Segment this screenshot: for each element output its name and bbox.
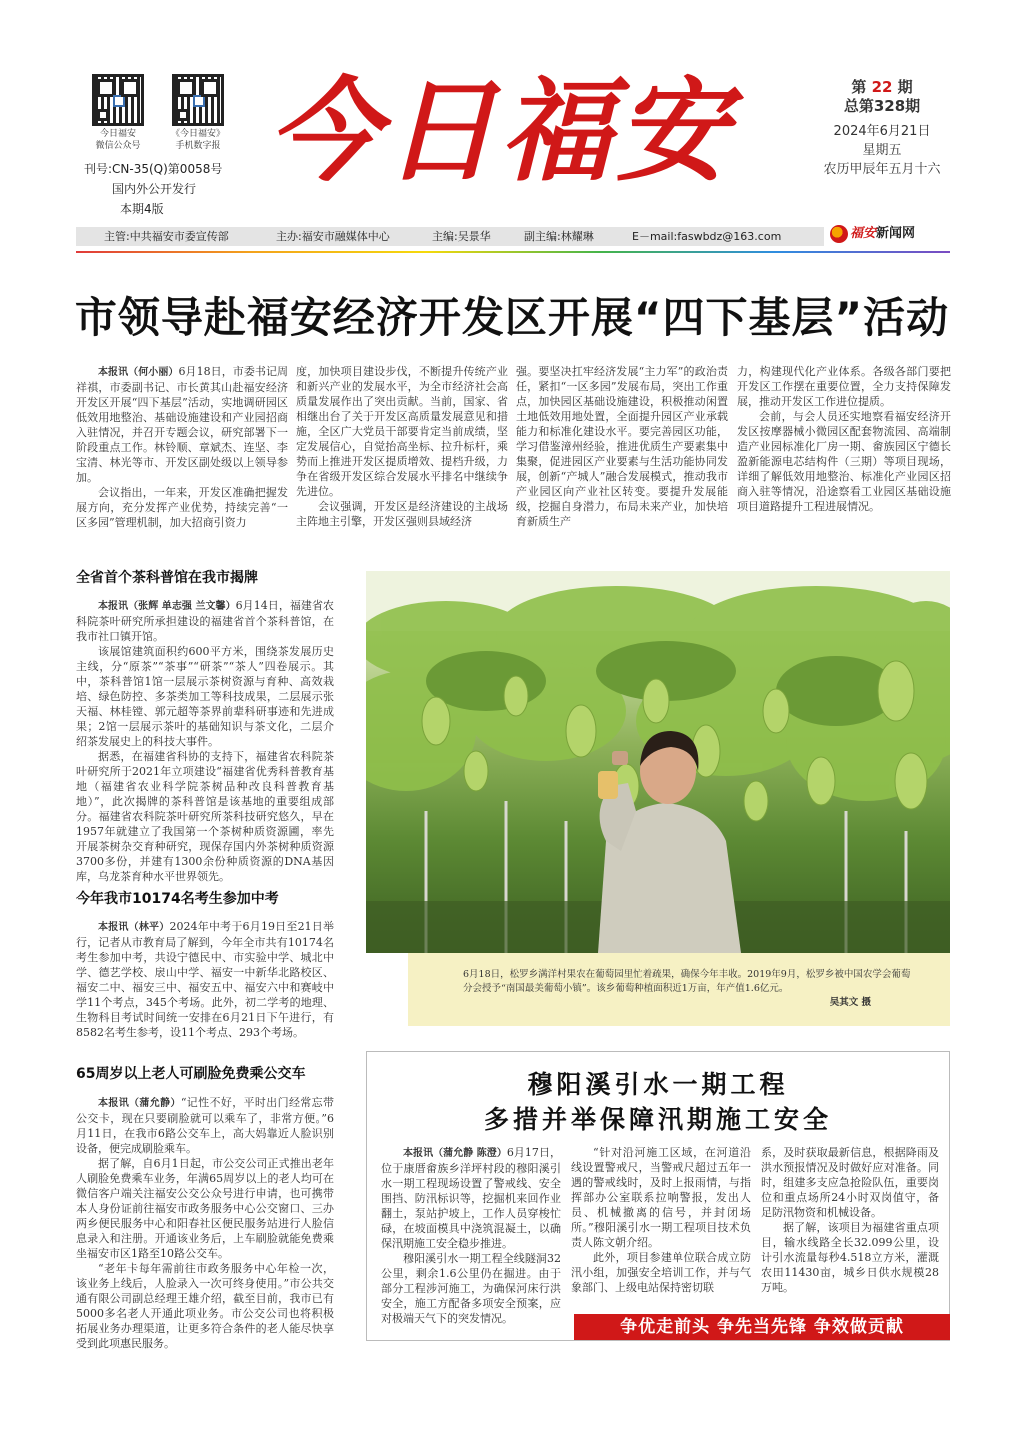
exam-story-body: 本报讯（林平）2024年中考于6月19日至21日举行，记者从市教育局了解到，今年全市共有10174名考生参加中考，共设宁德民中、市实验中学、城北中学、德艺学校、扆山中学、福安一中新华北路校区、福安二中、福安三中、福安五中、福安六中和赛岐中学11个考点，345个考场。此外，初二学考的地理、生物科目考试时间统一安排在6月21日下午进行，有8582名考生参考，设11个考点、293个考场。: [76, 920, 334, 1039]
slogan-banner: 争优走前头 争先当先锋 争效做贡献: [574, 1314, 950, 1340]
photo-caption: 6月18日，松罗乡满洋村果农在葡萄园里忙着疏果，确保今年丰收。2019年9月，松罗乡被中国农学会葡萄分会授予“南国最美葡萄小镇”。该乡葡萄种植面积近1万亩，年产值1.6亿元。 吴其文 摄: [463, 969, 911, 1008]
tea-story-body: 本报讯（张辉 单志强 兰文馨）6月14日，福建省农科院茶叶研究所承担建设的福建省首个茶科普馆，在我市社口镇开馆。 该展馆建筑面积约600平方米，围绕茶发展历史主线，分“原茶”“茶事”“研茶”“茶人”四卷展示。其中，茶科普馆1馆一层展示茶树资源与育种、高效栽培、绿色防控、多茶类加工等科技成果，二层展示张天福、林桂镗、郭元超等茶界前辈科研事迹和先进成果；2馆一层展示茶叶的基础知识与茶文化，二层介绍茶发展史上的科技大事件。 据悉，在福建省科协的支持下，福建省农科院茶叶研究所于2021年立项建设“福建省优秀科普教育基地（福建省农业科学院茶树品种改良科普教育基地）”，此次揭牌的茶科普馆是该基地的重要组成部分。福建省农科院茶叶研究所茶科技研究悠久，早在1957年就建立了我国第一个茶树种质资源圃，率先开展茶树杂交育种研究，现保存国内外茶树种质资源3700多份，并建有1300余份种质资源的DNA基因库，乌龙茶育种水平世界领先。: [76, 599, 334, 883]
distribution-note: 国内外公开发行: [112, 182, 197, 196]
lead-column-1: 本报讯（何小丽）6月18日，市委书记周祥祺，市委副书记、市长黄其山赴福安经济开发区开展“四下基层”活动，实地调研园区低效用地整治、基础设施建设和产业园招商入驻情况，并召开专题会议，研究部署下一阶段重点工作。林铃顺、章斌杰、连坚、李宝清、林光等市、开发区副处级以上领导参加。 会议指出，一年来，开发区准确把握发展方向，充分发挥产业优势，持续完善“一区多园”管理机制，加大招商引资力: [76, 365, 289, 529]
exam-story-title: 今年我市10174名考生参加中考: [76, 891, 279, 907]
lead-headline: 市领导赴福安经济开发区开展“四下基层”活动: [74, 293, 950, 342]
feature-title-main: 穆阳溪引水一期工程: [527, 1070, 789, 1099]
photo-credit: 吴其文 摄: [829, 997, 871, 1008]
newspaper-logo: 今日福安: [268, 66, 732, 197]
sponsor-text: 主管:中共福安市委宣传部: [104, 230, 229, 243]
feature-title-sub: 多措并举保障汛期施工安全: [483, 1105, 832, 1134]
news-site-logo-icon: [830, 225, 848, 243]
deputy-editor-text: 副主编:林耀琳: [524, 230, 594, 243]
issue-number: 22: [871, 78, 893, 96]
qr-code-digital-paper[interactable]: [172, 74, 224, 126]
masthead: [0, 0, 1024, 260]
issue-weekday: 星期五: [862, 143, 902, 158]
vineyard-illustration: [366, 571, 950, 953]
host-text: 主办:福安市融媒体中心: [276, 230, 390, 243]
feature-column-2: “针对沿河施工区域，在河道沿线设置警戒尺，当警戒尺超过五年一遇的警戒线时，及时上报雨情，与指挥部办公室联系拉响警报，发出人员、机械撤离的信号，并封闭场所。”穆阳溪引水一期工程项目技术负责人陈文朝介绍。 此外，项目参建单位联合成立防汛小组，加强安全培训工作，并与气象部门、上级电站保持密切联: [571, 1146, 751, 1294]
info-bar: [76, 227, 824, 246]
feature-column-1: 本报讯（蒲允静 陈澄）6月17日，位于康厝畲族乡洋坪村段的穆阳溪引水一期工程现场设置了警戒线、安全围挡、防汛标识等，挖掘机来回作业翻土，泵站护坡上，工作人员穿梭忙碌，在坡面模具中浇筑混凝土，以确保汛期施工安全稳步推进。 穆阳溪引水一期工程全线隧洞32公里，剩余1.6公里仍在掘进。由于部分工程涉河施工，为确保河床行洪安全，施工方配备多项安全预案，应对极端天气下的突发情况。: [381, 1146, 561, 1325]
issue-info: 第 22 期 总第328期 2024年6月21日 星期五 农历甲辰年五月十六: [818, 78, 946, 179]
qr-caption-wechat: 今日福安 微信公众号: [95, 129, 141, 151]
editor-text: 主编:吴景华: [432, 230, 491, 243]
registration-number: 刊号:CN-35(Q)第0058号: [84, 162, 223, 176]
news-site-logo[interactable]: 福安新闻网: [830, 222, 915, 243]
vineyard-photo: [366, 571, 950, 953]
pages-note: 本期4版: [120, 202, 164, 216]
lunar-date: 农历甲辰年五月十六: [823, 162, 941, 177]
lead-column-4: 力，构建现代化产业体系。各级各部门要把开发区工作摆在重要位置，全力支持保障发展，推动开发区工作进位提质。 会前，与会人员还实地察看福安经济开发区按摩器械小微园区配套物流园、高端制造产业园标准化厂房一期、畲族园区宁德长盈新能源电芯结构件（三期）等项目现场，详细了解低效用地整治、标准化产业园区招商入驻等情况，沿途察看工业园区基础设施项目道路提升工程进展情况。: [737, 365, 951, 513]
feature-column-3: 系，及时获取最新信息，根据降雨及洪水预报情况及时做好应对准备。同时，组建多支应急抢险队伍，重要岗位和重点场所24小时双岗值守，备足防汛物资和机械设备。 据了解，该项目为福建省重点项目，输水线路全长32.099公里，设计引水流量每秒4.518立方米，灌溉农田11430亩，城乡日供水规模28万吨。: [761, 1146, 939, 1294]
qr-code-wechat[interactable]: [92, 74, 144, 126]
tea-story-title: 全省首个茶科普馆在我市揭牌: [76, 570, 258, 586]
email-link[interactable]: E－mail:faswbdz@163.com: [632, 230, 782, 243]
lead-column-3: 强。要坚决扛牢经济发展“主力军”的政治责任，紧扣“一区多园”发展布局，突出工作重点，加快园区基础设施建设，积极推动闲置土地低效用地处置，全面提升园区产业承载能力和标准化建设水平。要完善园区功能，学习借鉴漳州经验，推进优质生产要素集中集聚，促进园区产业要素与生活功能协同发展，创新“产城人”融合发展模式，推动我市产业园区向产业社区转变。要提升发展能级，挖掘自身潜力，布局未来产业，加快培育新质生产: [516, 365, 728, 528]
rainbow-divider: [76, 251, 950, 253]
bus-story-body: 本报讯（蒲允静）“记性不好，平时出门经常忘带公交卡，现在只要刷脸就可以乘车了，非常方便。”6月11日，在我市6路公交车上，高大妈靠近人脸识别设备，便完成刷脸乘车。 据了解，自6月1日起，市公交公司正式推出老年人刷脸免费乘车业务，年满65周岁以上的老人均可在微信客户端关注福安公交公众号进行申请，也可携带本人身份证前往福安市政务服务中心公交窗口、三办两乡便民服务中心和阳春社区便民服务站进行人脸信息录入和注册。开通该业务后，上车刷脸就能免费乘坐福安市区1路至10路公交车。 “老年卡每年需前往市政务服务中心年检一次，该业务上线后，人脸录入一次可终身使用。”市公共交通有限公司副总经理王雄介绍，截至目前，我市已有5000多名老人开通此项业务。市公交公司也将积极拓展业务办理渠道，让更多符合条件的老人能尽快享受到此项惠民服务。: [76, 1096, 335, 1350]
issue-date: 2024年6月21日: [833, 124, 931, 139]
total-issue: 总第328期: [843, 97, 921, 115]
qr-caption-digital-paper: 《今日福安》 手机数字报: [170, 129, 225, 151]
lead-column-2: 度，加快项目建设步伐，不断提升传统产业和新兴产业的发展水平，为全市经济社会高质量发展作出了突出贡献。当前，国家、省相继出台了关于开发区高质量发展意见和措施，全区广大党员干部要肯定当前成绩，坚定发展信心，自觉抬高坐标、拉升标杆，乘势而上推进开发区提质增效、提档升级，力争在省级开发区综合发展水平排名中继续争先进位。 会议强调，开发区是经济建设的主战场主阵地主引擎，开发区强则县域经济: [296, 365, 508, 528]
bus-story-title: 65周岁以上老人可刷脸免费乘公交车: [76, 1066, 306, 1082]
